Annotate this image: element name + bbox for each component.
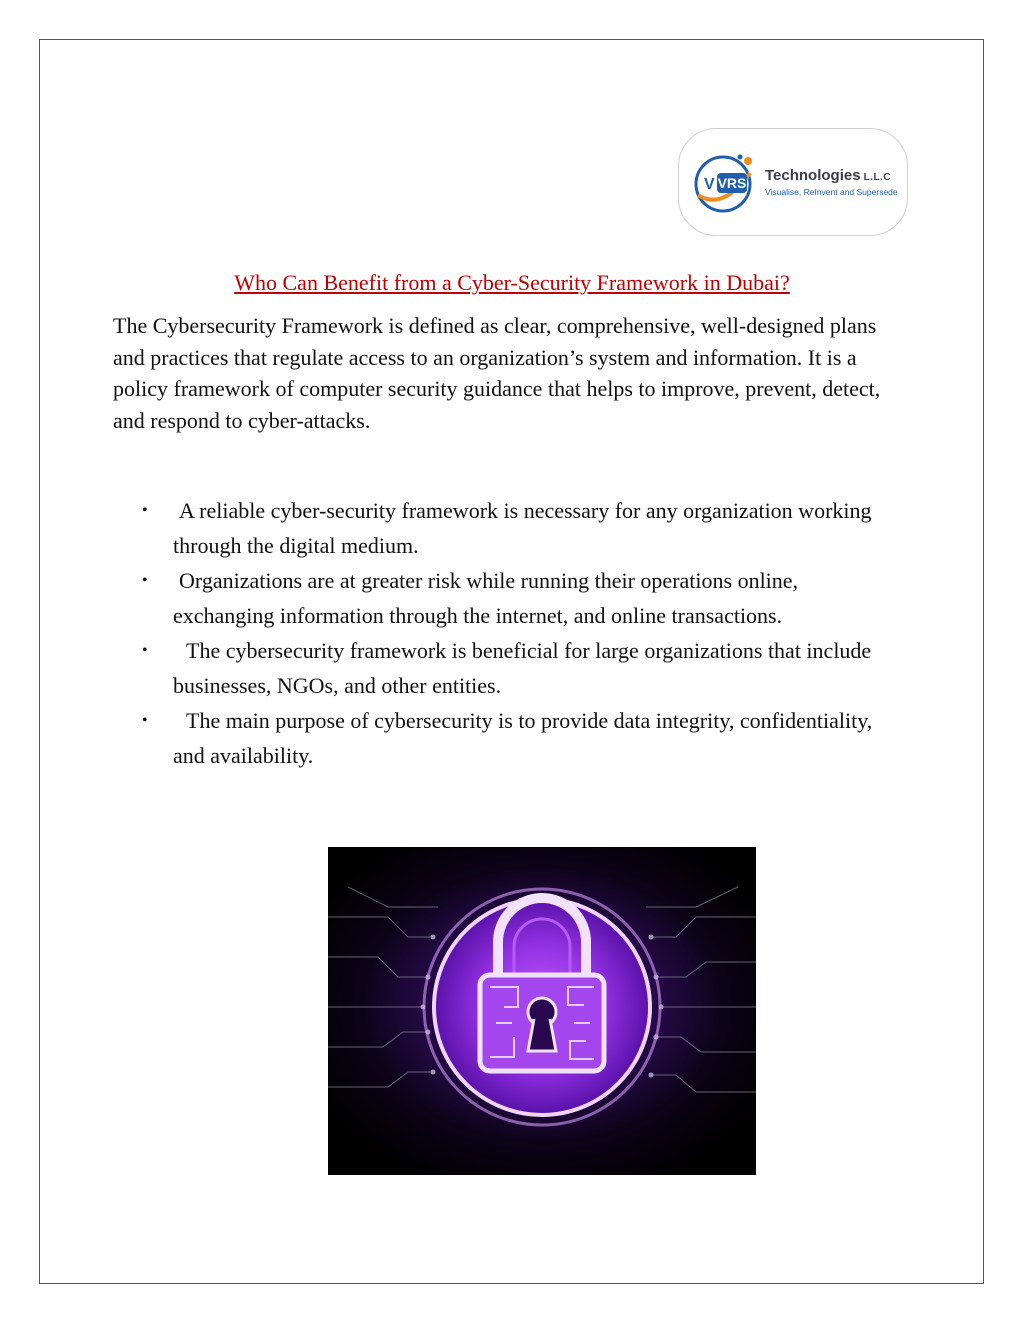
list-item-text: Organizations are at greater risk while running their operations online, exchanging information through the internet, and online transactions. (173, 568, 799, 628)
page-title: Who Can Benefit from a Cyber-Security Framework in Dubai? (234, 270, 790, 295)
vrs-logo-icon (688, 151, 758, 217)
logo-company-text: Technologies (765, 167, 861, 184)
list-item (0, 563, 903, 633)
logo-mark-text: VRS (717, 175, 747, 191)
intro-paragraph: The Cybersecurity Framework is defined as clear, comprehensive, well-designed plans and practices that regulate access to an organization’s system and information. It is a policy framework of computer security guidance that helps to improve, prevent, detect, and respond to cyber-attacks. (113, 313, 881, 433)
list-item-text: The main purpose of cybersecurity is to provide data integrity, confidentiality, and availability. (173, 708, 873, 768)
svg-text:V: V (704, 176, 715, 193)
list-item (0, 703, 903, 773)
bullet-icon: • (142, 642, 148, 659)
padlock-circuit-image (328, 847, 756, 1175)
bullet-list (0, 493, 1024, 773)
logo-company-name (765, 167, 891, 184)
padlock-circuit-icon (328, 847, 756, 1175)
list-item-text: The cybersecurity framework is beneficial for large organizations that include businesses, NGOs, and other entities. (173, 638, 872, 698)
list-item (0, 633, 903, 703)
list-item-text: A reliable cyber-security framework is necessary for any organization working through the digital medium. (173, 498, 872, 558)
list-item (0, 493, 903, 563)
bullet-icon: • (142, 502, 148, 519)
bullet-icon: • (142, 712, 148, 729)
bullet-icon: • (142, 572, 148, 589)
logo-tagline: Visualise, ReInvent and Supersede (765, 187, 898, 197)
company-logo (678, 128, 908, 236)
logo-suffix: L.L.C (863, 172, 892, 183)
